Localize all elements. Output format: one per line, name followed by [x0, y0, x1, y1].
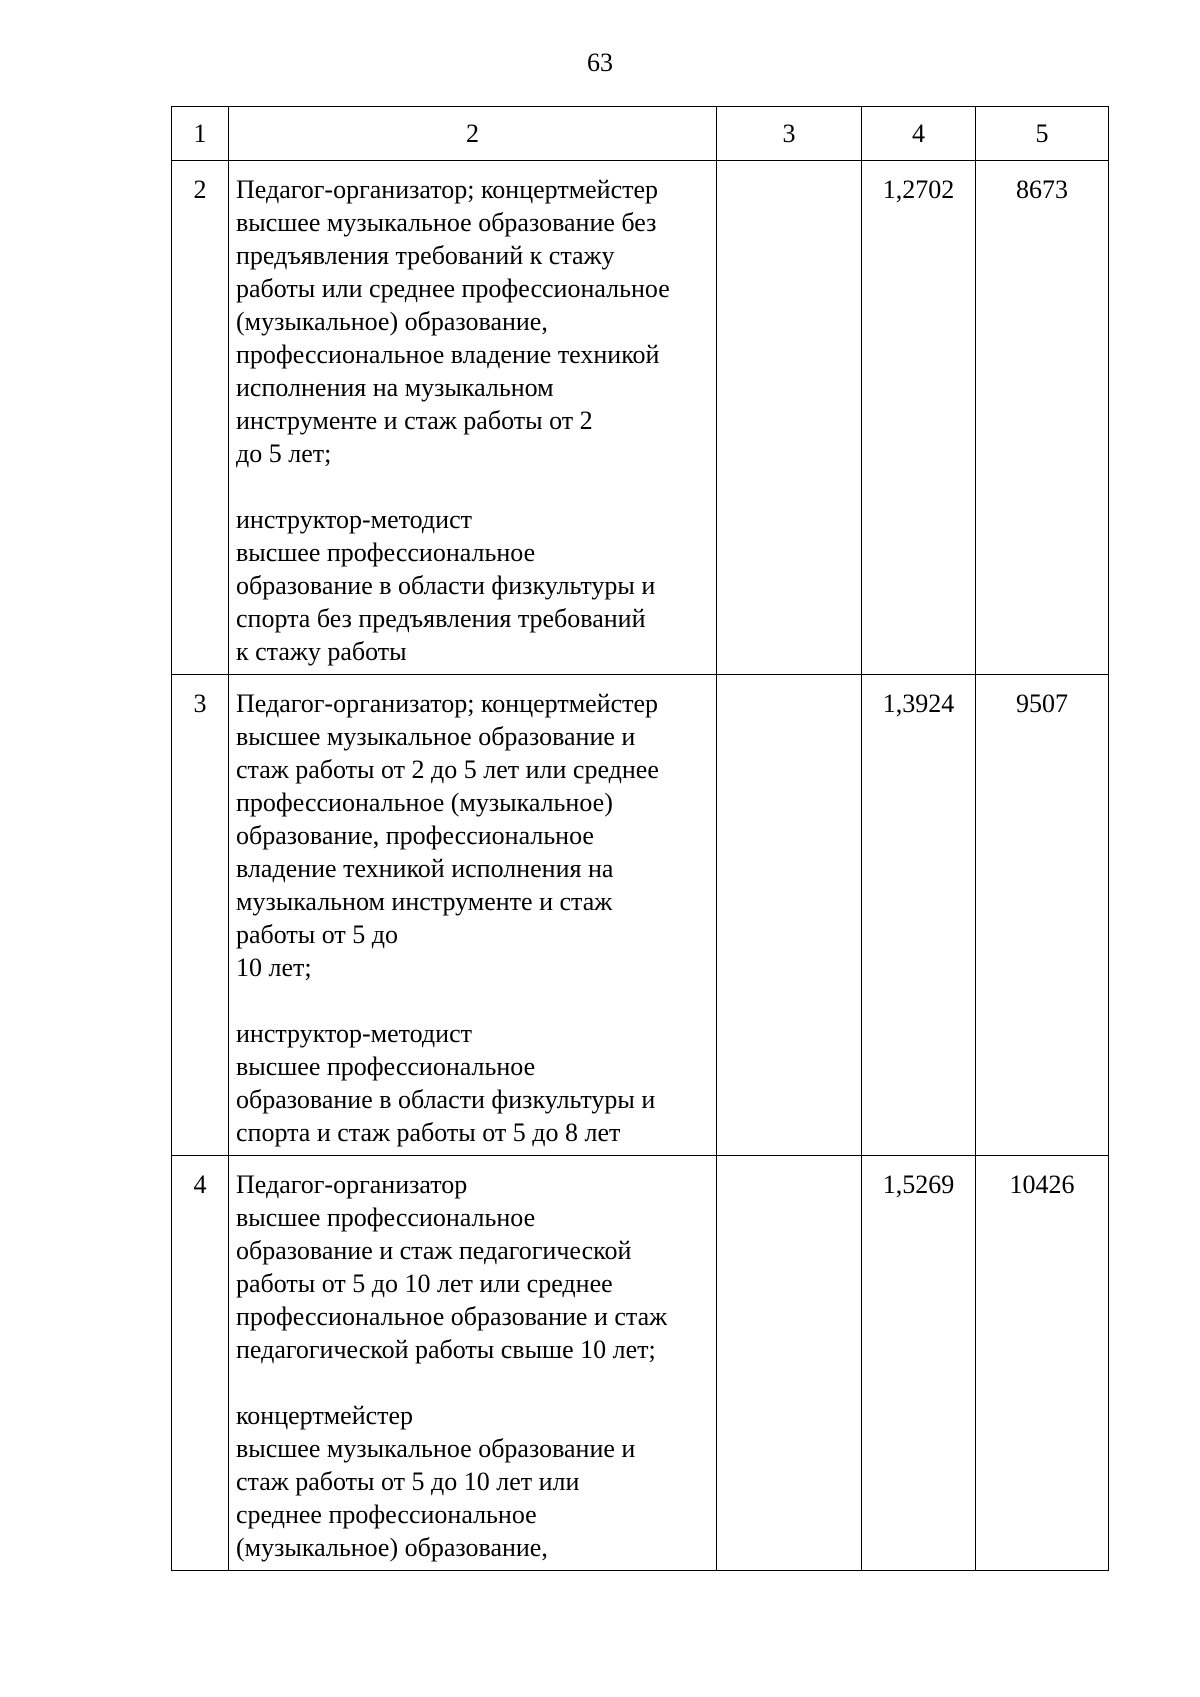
row-number: 2: [172, 161, 229, 675]
description-line: образование в области физкультуры и: [236, 1085, 656, 1114]
position-description: [229, 675, 717, 1156]
description-line: музыкальном инструменте и стаж: [236, 887, 613, 916]
column-3-cell: [717, 675, 862, 1156]
description-line: работы или среднее профессиональное: [236, 274, 670, 303]
table-row: [172, 1156, 1109, 1571]
description-line: до 5 лет;: [236, 439, 332, 468]
coefficient-cell: 1,2702: [862, 161, 976, 675]
description-line: среднее профессиональное: [236, 1500, 537, 1529]
description-line: высшее музыкальное образование без: [236, 208, 657, 237]
position-description: [229, 161, 717, 675]
description-line: 10 лет;: [236, 953, 312, 982]
description-line: высшее профессиональное: [236, 538, 536, 567]
description-line: образование, профессиональное: [236, 821, 594, 850]
row-number: 3: [172, 675, 229, 1156]
description-line: спорта без предъявления требований: [236, 604, 646, 633]
header-cell-4: 4: [862, 107, 976, 161]
description-line: образование в области физкультуры и: [236, 571, 656, 600]
salary-cell: 10426: [976, 1156, 1109, 1571]
salary-cell: 8673: [976, 161, 1109, 675]
description-line: работы от 5 до: [236, 920, 399, 949]
salary-cell: 9507: [976, 675, 1109, 1156]
description-line: спорта и стаж работы от 5 до 8 лет: [236, 1118, 621, 1147]
position-description: [229, 1156, 717, 1571]
description-line: Педагог-организатор; концертмейстер: [236, 175, 659, 204]
description-line: высшее музыкальное образование и: [236, 1434, 636, 1463]
description-line: концертмейстер: [236, 1401, 414, 1430]
description-line: (музыкальное) образование,: [236, 307, 548, 336]
column-3-cell: [717, 1156, 862, 1571]
table-row: [172, 675, 1109, 1156]
description-line: профессиональное владение техникой: [236, 340, 660, 369]
description-line: (музыкальное) образование,: [236, 1533, 548, 1562]
description-line: Педагог-организатор; концертмейстер: [236, 689, 659, 718]
description-line: инструктор-методист: [236, 1019, 472, 1048]
paragraph-gap: [236, 470, 710, 503]
coefficient-cell: 1,5269: [862, 1156, 976, 1571]
description-line: владение техникой исполнения на: [236, 854, 614, 883]
description-line: профессиональное (музыкальное): [236, 788, 613, 817]
header-cell-5: 5: [976, 107, 1109, 161]
description-line: исполнения на музыкальном: [236, 373, 554, 402]
description-line: высшее музыкальное образование и: [236, 722, 636, 751]
salary-table: [171, 106, 1109, 1571]
table-header-row: [172, 107, 1109, 161]
description-line: Педагог-организатор: [236, 1170, 468, 1199]
description-line: высшее профессиональное: [236, 1052, 536, 1081]
page-number: 63: [587, 48, 613, 77]
description-line: стаж работы от 2 до 5 лет или среднее: [236, 755, 659, 784]
column-3-cell: [717, 161, 862, 675]
description-line: профессиональное образование и стаж: [236, 1302, 668, 1331]
description-line: к стажу работы: [236, 637, 407, 666]
description-line: педагогической работы свыше 10 лет;: [236, 1335, 656, 1364]
table-row: [172, 161, 1109, 675]
paragraph-gap: [236, 1366, 710, 1399]
row-number: 4: [172, 1156, 229, 1571]
description-line: инструктор-методист: [236, 505, 472, 534]
header-cell-1: 1: [172, 107, 229, 161]
header-cell-2: 2: [229, 107, 717, 161]
description-line: образование и стаж педагогической: [236, 1236, 632, 1265]
description-line: стаж работы от 5 до 10 лет или: [236, 1467, 580, 1496]
description-line: инструменте и стаж работы от 2: [236, 406, 593, 435]
description-line: высшее профессиональное: [236, 1203, 536, 1232]
header-cell-3: 3: [717, 107, 862, 161]
coefficient-cell: 1,3924: [862, 675, 976, 1156]
description-line: предъявления требований к стажу: [236, 241, 615, 270]
description-line: работы от 5 до 10 лет или среднее: [236, 1269, 613, 1298]
paragraph-gap: [236, 984, 710, 1017]
